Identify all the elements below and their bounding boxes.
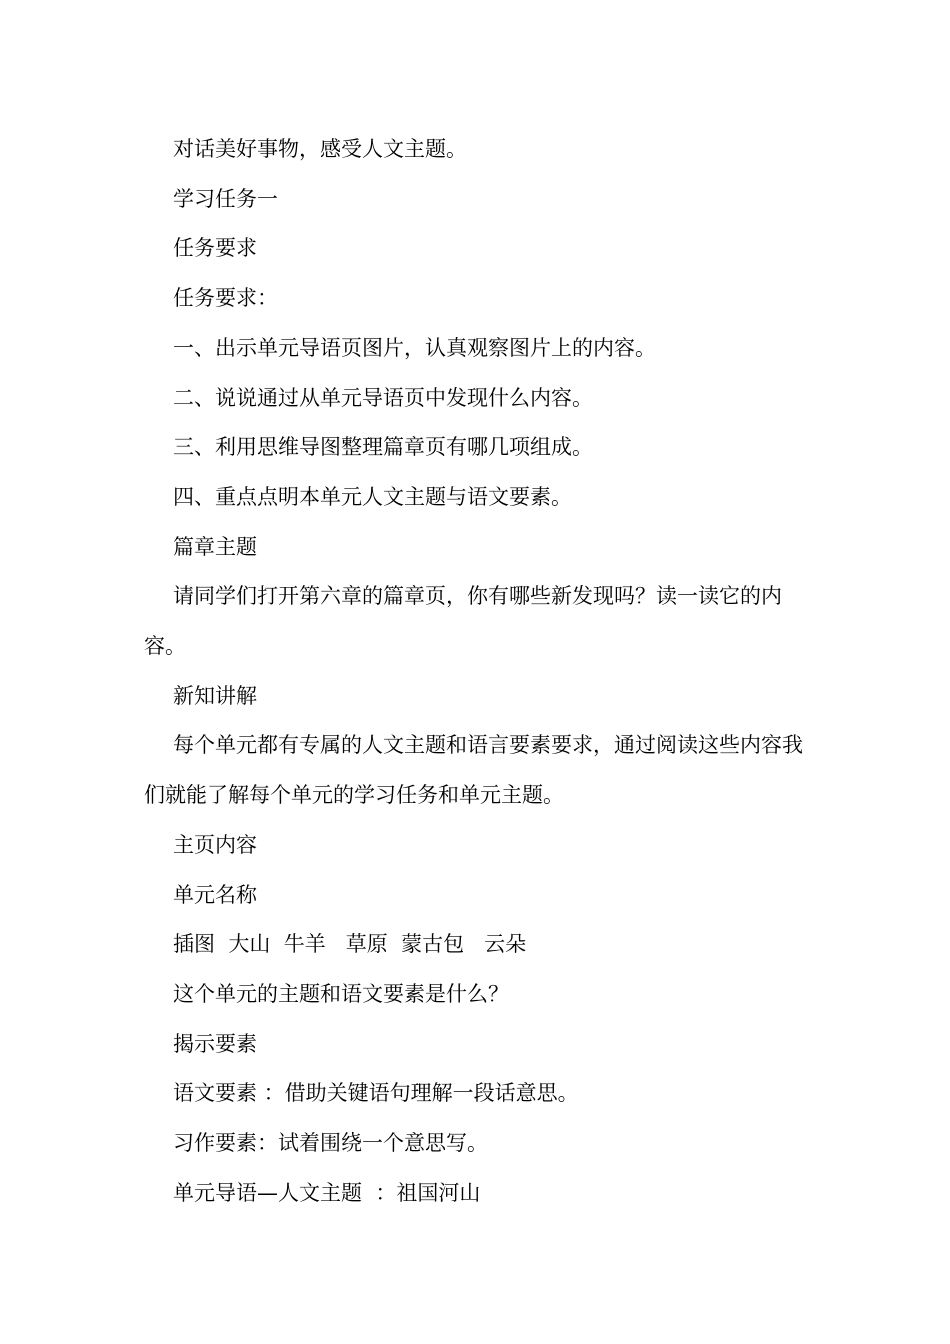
heading-unit-name: 单元名称 [173,882,257,907]
heading-reveal-elements: 揭示要素 [173,1031,257,1056]
document-body [144,125,808,1218]
paragraph-language-element: 语文要素 ：借助关键语句理解一段话意思。 [173,1081,579,1106]
requirement-item-3: 三、利用思维导图整理篇章页有哪几项组成。 [173,435,593,460]
paragraph-chapter-theme: 请同学们打开第六章的篇章页，你有哪些新发现吗？读一读它的内容。 [144,584,782,659]
heading-chapter-theme: 篇章主题 [173,534,257,559]
paragraph-illustration-list: 插图 大山 牛羊 草原 蒙古包 云朵 [173,932,527,957]
heading-new-knowledge: 新知讲解 [173,683,257,708]
label-task-requirements: 任务要求： [173,286,278,311]
heading-task-requirements: 任务要求 [173,236,257,261]
paragraph-writing-element: 习作要素：试着围绕一个意思写。 [173,1131,488,1156]
paragraph-new-knowledge: 每个单元都有专属的人文主题和语言要素要求，通过阅读这些内容我们就能了解每个单元的学习任务和单元主题。 [144,733,803,808]
paragraph-question: 这个单元的主题和语文要素是什么？ [173,981,509,1006]
requirement-item-4: 四、重点点明本单元人文主题与语文要素。 [173,484,572,509]
requirement-item-1: 一、出示单元导语页图片，认真观察图片上的内容。 [173,335,656,360]
paragraph-unit-guide-theme: 单元导语—人文主题 ：祖国河山 [173,1180,481,1205]
heading-learning-task-one: 学习任务一 [173,186,278,211]
heading-main-page-content: 主页内容 [173,832,257,857]
paragraph-intro: 对话美好事物，感受人文主题。 [173,137,467,161]
requirement-item-2: 二、说说通过从单元导语页中发现什么内容。 [173,385,593,410]
